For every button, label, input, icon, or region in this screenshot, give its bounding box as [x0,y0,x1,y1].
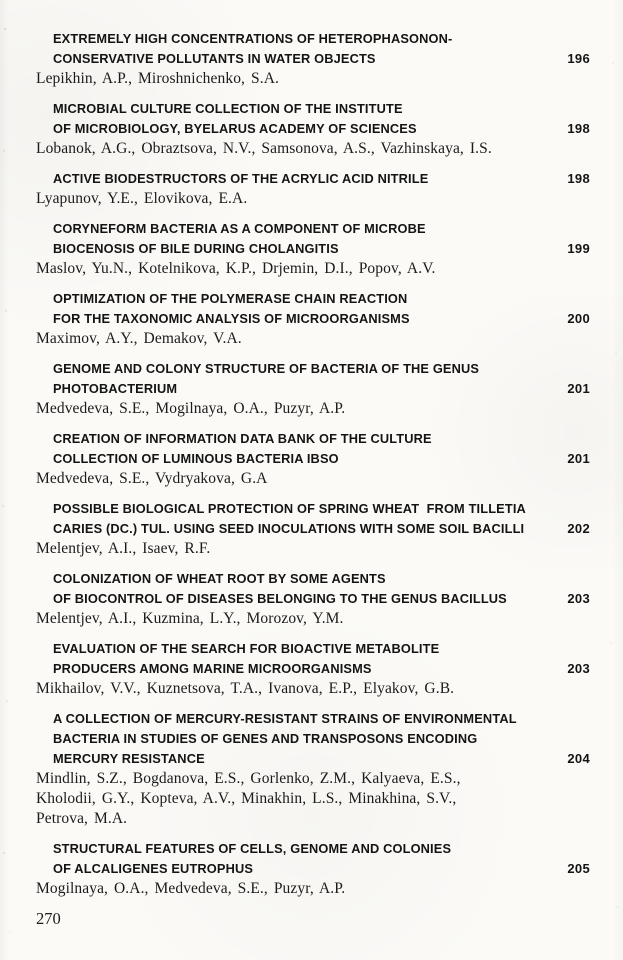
author-line: Lobanok, A.G., Obraztsova, N.V., Samsonova, A.S., Vazhinskaya, I.S. [36,140,492,157]
entry-authors [36,329,590,349]
entry-page-number: 198 [567,121,590,136]
toc-entry [36,639,590,699]
title-line [36,729,590,749]
title-text: ACTIVE BIODESTRUCTORS OF THE ACRYLIC ACID NITRILE [53,171,429,186]
entry-page-number: 201 [567,381,590,396]
title-line [36,859,590,879]
entry-authors [36,259,590,279]
title-text: PRODUCERS AMONG MARINE MICROORGANISMS [53,661,372,676]
title-line [36,119,590,139]
author-line: Kholodii, G.Y., Kopteva, A.V., Minakhin, L.S., Minakhina, S.V., [36,790,457,807]
toc-entry [36,219,590,279]
entry-title [36,29,590,69]
title-text: MERCURY RESISTANCE [53,751,205,766]
toc-entry [36,499,590,559]
title-line [36,839,590,859]
title-line [36,169,590,189]
entry-authors [36,679,590,699]
title-line [36,429,590,449]
entry-title [36,569,590,609]
entry-page-number: 201 [567,451,590,466]
author-line: Melentjev, A.I., Isaev, R.F. [36,540,211,557]
title-line [36,519,590,539]
title-text: CORYNEFORM BACTERIA AS A COMPONENT OF MICROBE [53,221,426,236]
title-line [36,239,590,259]
entry-authors [36,399,590,419]
title-line [36,659,590,679]
title-text: BIOCENOSIS OF BILE DURING CHOLANGITIS [53,241,339,256]
entry-page-number: 200 [567,311,590,326]
entry-page-number: 199 [567,241,590,256]
author-line: Mindlin, S.Z., Bogdanova, E.S., Gorlenko, Z.M., Kalyaeva, E.S., [36,770,461,787]
entry-authors [36,539,590,559]
title-text: PHOTOBACTERIUM [53,381,178,396]
entry-title [36,839,590,879]
title-line [36,749,590,769]
entry-authors [36,469,590,489]
toc-entry [36,709,590,829]
page-folio: 270 [36,909,61,928]
toc-entry [36,99,590,159]
title-line [36,49,590,69]
entry-authors [36,69,590,89]
toc-entry [36,29,590,89]
author-line: Lyapunov, Y.E., Elovikova, E.A. [36,190,248,207]
title-text: OF ALCALIGENES EUTROPHUS [53,861,254,876]
title-text: EXTREMELY HIGH CONCENTRATIONS OF HETEROPHASONON- [53,31,453,46]
title-text: STRUCTURAL FEATURES OF CELLS, GENOME AND COLONIES [53,841,452,856]
entry-title [36,499,590,539]
entry-title [36,219,590,259]
entry-page-number: 198 [567,171,590,186]
title-line [36,449,590,469]
toc-entry [36,289,590,349]
title-text: OPTIMIZATION OF THE POLYMERASE CHAIN REACTION [53,291,408,306]
title-text: GENOME AND COLONY STRUCTURE OF BACTERIA OF THE GENUS [53,361,480,376]
author-line: Melentjev, A.I., Kuzmina, L.Y., Morozov, Y.M. [36,610,344,627]
title-text: POSSIBLE BIOLOGICAL PROTECTION OF SPRING WHEAT FROM TILLETIA [53,501,526,516]
title-line [36,589,590,609]
author-line: Medvedeva, S.E., Mogilnaya, O.A., Puzyr, A.P. [36,400,346,417]
author-line: Mikhailov, V.V., Kuznetsova, T.A., Ivanova, E.P., Elyakov, G.B. [36,680,455,697]
title-line [36,639,590,659]
entry-title [36,169,590,189]
entry-authors [36,189,590,209]
author-line: Maslov, Yu.N., Kotelnikova, K.P., Drjemin, D.I., Popov, A.V. [36,260,436,277]
author-line: Maximov, A.Y., Demakov, V.A. [36,330,242,347]
title-line [36,289,590,309]
title-line [36,309,590,329]
toc-entry [36,429,590,489]
title-text: COLLECTION OF LUMINOUS BACTERIA IBSO [53,451,339,466]
title-text: A COLLECTION OF MERCURY-RESISTANT STRAINS OF ENVIRONMENTAL [53,711,517,726]
entry-title [36,709,590,769]
title-text: EVALUATION OF THE SEARCH FOR BIOACTIVE METABOLITE [53,641,440,656]
title-line [36,569,590,589]
entry-authors [36,879,590,899]
title-text: CREATION OF INFORMATION DATA BANK OF THE CULTURE [53,431,432,446]
title-line [36,359,590,379]
title-line [36,379,590,399]
entry-title [36,99,590,139]
author-line: Mogilnaya, O.A., Medvedeva, S.E., Puzyr, A.P. [36,880,346,897]
entry-title [36,639,590,679]
title-line [36,709,590,729]
entry-page-number: 203 [567,591,590,606]
entry-page-number: 204 [567,751,590,766]
title-line [36,29,590,49]
author-line: Lepikhin, A.P., Miroshnichenko, S.A. [36,70,279,87]
toc-entry [36,839,590,899]
title-text: CARIES (DC.) TUL. USING SEED INOCULATIONS WITH SOME SOIL BACILLI [53,521,525,536]
title-line [36,219,590,239]
title-text: FOR THE TAXONOMIC ANALYSIS OF MICROORGANISMS [53,311,410,326]
entry-title [36,359,590,399]
entry-authors [36,769,590,829]
entry-page-number: 202 [567,521,590,536]
entry-title [36,429,590,469]
title-line [36,99,590,119]
title-text: BACTERIA IN STUDIES OF GENES AND TRANSPOSONS ENCODING [53,731,478,746]
title-line [36,499,590,519]
author-line: Petrova, M.A. [36,810,128,827]
entry-authors [36,139,590,159]
entry-page-number: 196 [567,51,590,66]
title-text: OF MICROBIOLOGY, BYELARUS ACADEMY OF SCIENCES [53,121,417,136]
title-text: COLONIZATION OF WHEAT ROOT BY SOME AGENTS [53,571,386,586]
entry-title [36,289,590,329]
toc-entry [36,359,590,419]
entry-page-number: 203 [567,661,590,676]
entry-page-number: 205 [567,861,590,876]
entry-authors [36,609,590,629]
title-text: OF BIOCONTROL OF DISEASES BELONGING TO THE GENUS BACILLUS [53,591,507,606]
author-line: Medvedeva, S.E., Vydryakova, G.A [36,470,268,487]
toc-entry [36,169,590,209]
title-text: CONSERVATIVE POLLUTANTS IN WATER OBJECTS [53,51,376,66]
toc-entry [36,569,590,629]
title-text: MICROBIAL CULTURE COLLECTION OF THE INSTITUTE [53,101,403,116]
